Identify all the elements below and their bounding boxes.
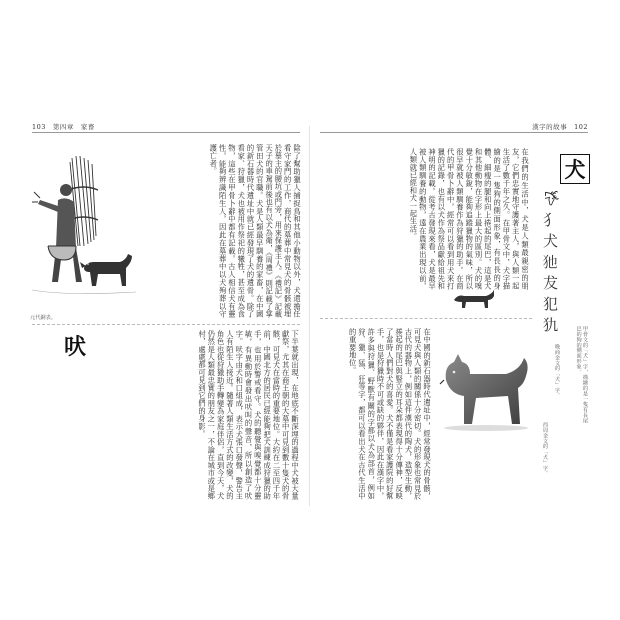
left-page-header: 103 第四章 家畜: [32, 123, 95, 131]
right-section-divider: [320, 318, 532, 319]
right-top-text: 在我們的生活中，犬是人類最親密的朋友，它們忠實地守護著主人，與人類一起生活了數千年之久。在甲骨文中，犬字描繪的是一隻狗的側面形象，有長長的身體、細瘦的腿和向上捲起的尾巴，這是犬和其他動物在字形上最大的區別。犬的嗅覺十分敏銳，能夠追蹤獵物的氣味，所以很早就被人類馴養作為狩獵的助手。在商代的甲骨卜辭中，經常可以看到用犬來打獵的記錄，也有以犬作為祭品獻給祖先和神明的記載。從考古發現來看，犬是最早被人類馴養的動物，遠在農業出現以前，人類就已經和犬一起生活。: [409, 148, 530, 290]
left-top-text: 除了幫助獵人捕捉鳥和其他小動物以外，犬還擔任看守家門的工作，商代的墓葬中常見犬的骨骸被埋於墓主的腰坑或門旁，用來保護主人。《禮記》記載天子的車駕前後也有以犬為衛，《周禮》則記載了掌管田犬的官職。犬是人類最早馴養的家畜，在中國的新石器時代遺址中就已經發現了犬的遺骨。除了看家、狩獵，犬也被用作祭祀的犧牲，甚至成為食物，這些在甲骨卜辭中都有記載。古人相信犬有靈性，能夠辨識陌生人，因此在墓葬中以犬殉葬以守護亡者。: [209, 144, 302, 318]
left-bottom-text-wrap: [32, 330, 300, 500]
right-bottom-text: 在中國的新石器時代遺址中，經常發現犬的骨骸，可見犬與人類的關係十分密切。犬的形象也常見於古代的器物上，例如這件漢代的陶犬，造型生動，捲起的尾巴與豎立的耳朵都表現得十分傳神，反映了當時人們對犬的喜愛。犬不僅是看家護院的好幫手，也是狩獵時不可或缺的夥伴，因此在漢字中，許多與狩獵、野獸有關的字都以犬為部首，例如狩、獵、猛、狂等字，都可以看出犬在古代生活中的重要地位。: [348, 328, 432, 500]
right-section-character: 犬: [560, 154, 590, 184]
right-page-header: 漢字的故事 102: [532, 123, 588, 131]
bronze-caption-a: 晚商金文的「犬」字。: [554, 344, 560, 398]
ancient-glyph-forms: 𐂂犭犬𤜣犮犯犰: [541, 190, 559, 338]
left-page: [22, 118, 310, 508]
left-bottom-text: 下半葉就出現，在地底不斷深埋的過程中犬被大量獻祭，尤其在商王朝的大墓中可見到數十隻犬的骨骸，可見犬在當時的重要地位。大約在二至四千年前，中國北方的居民已經能夠把犬訓練成狩獵的助手，也用於警戒看守。犬的聽覺與嗅覺都十分靈敏，有異動時會發出吠叫的聲音，所以創造了吠字。吠字由犬和口組成，表示犬張口發聲，警告主人有陌生人接近。隨著人類生活方式的改變，犬的角色也從狩獵助手轉變為家庭伴侶，直到今天，犬仍然是人類最忠實的朋友之一，不論在城市或是鄉村，處處都可見到它們的身影。: [198, 330, 300, 500]
bronze-caption-b: 西周金文的「犬」字。: [542, 422, 548, 476]
boy-with-dog-illustration: [28, 150, 140, 310]
pottery-dog-illustration: [436, 340, 536, 460]
boy-illustration-caption: 元代銅表。: [30, 315, 56, 321]
right-page: [310, 118, 598, 508]
left-section-character: 吠: [63, 333, 86, 360]
right-header-rule: [320, 132, 588, 133]
book-spread: [22, 118, 598, 508]
left-section-divider: [32, 324, 300, 325]
bronze-dog-glyph-illustration: [452, 288, 496, 310]
left-header-rule: [32, 132, 300, 133]
oracle-caption: 甲骨文的「犬」字，描繪的是一隻有長尾巴的狗的側面形象。: [575, 326, 588, 424]
